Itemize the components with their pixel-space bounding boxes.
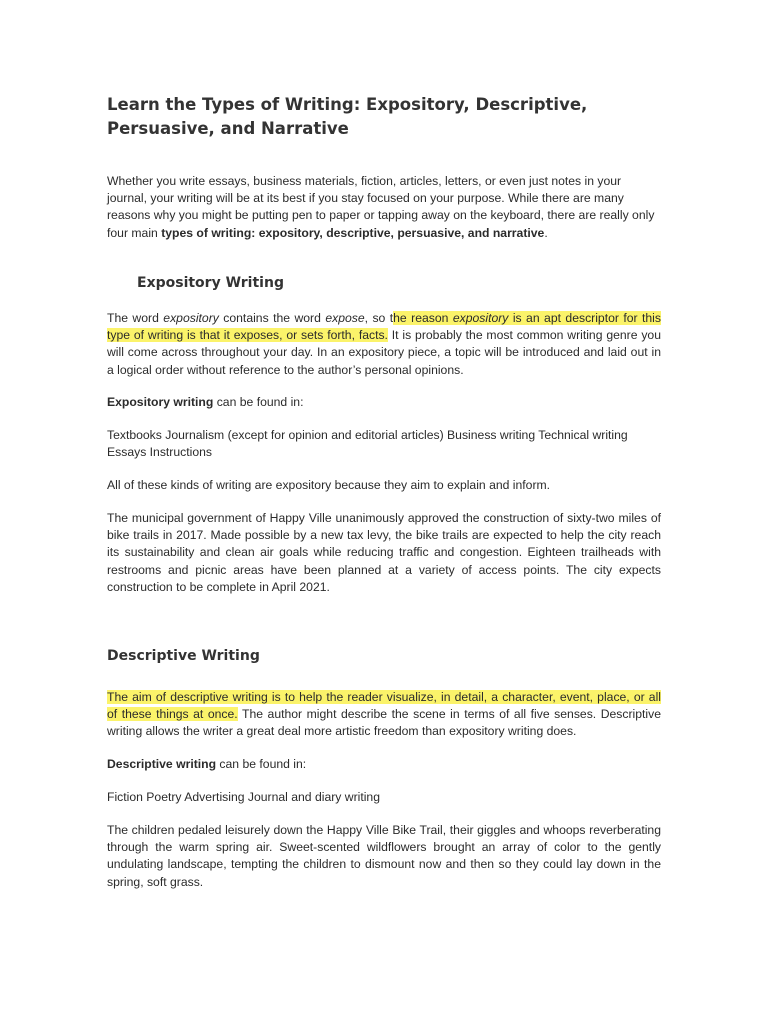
intro-text: Whether you write essays, business materials, fiction, articles, letters, or even just notes in your journal, your writing will be at its best if you stay focused on your purpose. While there are many reasons why you might be putting pen to paper or tapping away on the keyboard, there are really only four main	[107, 174, 655, 240]
italic-term: expose	[325, 311, 365, 325]
highlighted-text: The aim of descriptive writing is to help the reader visualize, in detail, a character, event, place, or all of these things at once.	[107, 690, 661, 722]
text-run: It is probably the most common writing genre you will come across throughout your day. In an expository piece, a topic will be introduced and laid out in a logical order without reference to the author’s personal opinions.	[107, 328, 661, 377]
text-run: he reason	[393, 311, 453, 325]
bold-term: Descriptive writing	[107, 757, 217, 771]
descriptive-found-in-label	[107, 756, 661, 773]
italic-term: expository	[452, 311, 509, 325]
intro-end: .	[544, 225, 548, 240]
intro-paragraph	[107, 173, 661, 242]
expository-heading: Expository Writing	[137, 275, 284, 291]
descriptive-example-paragraph: The children pedaled leisurely down the Happy Ville Bike Trail, their giggles and whoops reverberating through the warm spring air. Sweet-scented wildflowers brought an array of color to the gently undulating landscape, tempting the children to dismount now and then so they could lay down in the spring, soft grass.	[107, 823, 661, 889]
text-run: , so t	[364, 311, 394, 325]
expository-list: Textbooks Journalism (except for opinion and editorial articles) Business writing Technical writing Essays Instructions	[107, 428, 628, 460]
text-run: is an apt descriptor for this type of writing is that it exposes, or sets forth, facts.	[107, 311, 661, 343]
text-run: can be found in:	[216, 757, 307, 771]
italic-term: expository	[163, 311, 219, 325]
expository-found-in-label	[107, 394, 661, 411]
text-run: The word	[107, 311, 164, 325]
descriptive-heading: Descriptive Writing	[107, 648, 260, 664]
intro-bold-types: types of writing: expository, descriptive, persuasive, and narrative	[161, 225, 545, 240]
expository-definition-paragraph	[107, 310, 661, 379]
expository-summary: All of these kinds of writing are expository because they aim to explain and inform.	[107, 478, 551, 492]
expository-example-paragraph: The municipal government of Happy Ville unanimously approved the construction of sixty-two miles of bike trails in 2017. Made possible by a new tax levy, the bike trails are expected to help the city reach its sustainability and clean air goals while reducing traffic and congestion. Eighteen trailheads with restrooms and picnic areas have been planned at a variety of access points. The city expects construction to be complete in April 2021.	[107, 511, 661, 594]
text-run: can be found in:	[213, 395, 304, 409]
bold-term: Expository writing	[107, 395, 214, 409]
descriptive-definition-paragraph	[107, 689, 661, 741]
descriptive-list: Fiction Poetry Advertising Journal and diary writing	[107, 790, 380, 804]
text-run: contains the word	[218, 311, 326, 325]
page-title: Learn the Types of Writing: Expository, Descriptive, Persuasive, and Narrative	[107, 95, 588, 138]
text-run: The author might describe the scene in terms of all five senses. Descriptive writing allows the writer a great deal more artistic freedom than expository writing does.	[107, 707, 661, 739]
